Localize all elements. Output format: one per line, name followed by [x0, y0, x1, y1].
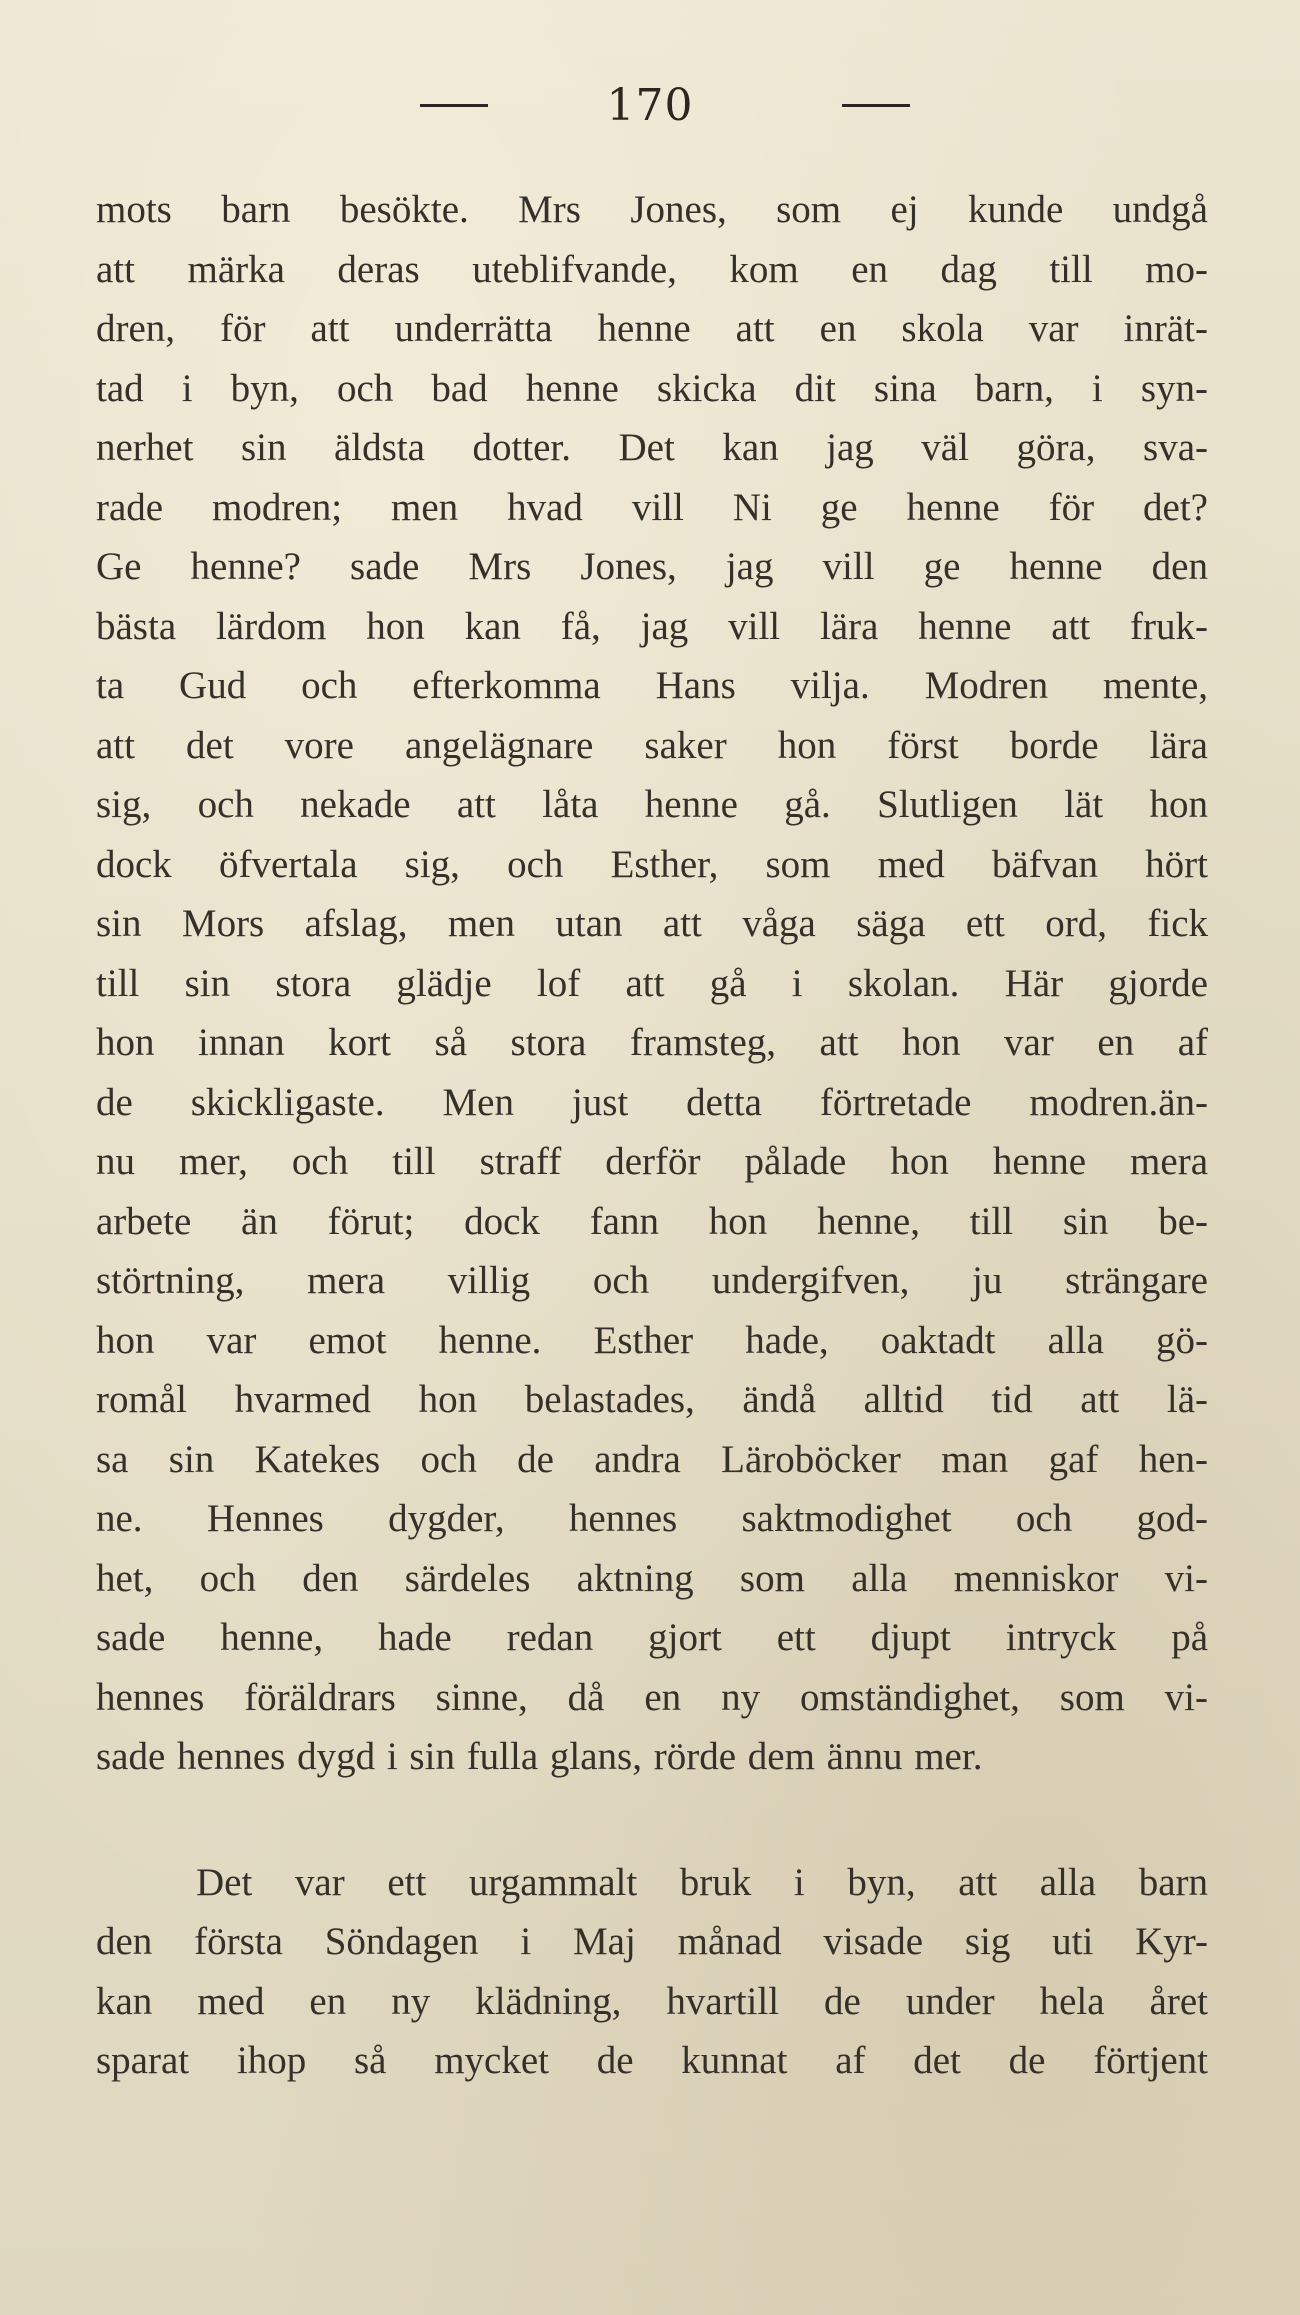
text-line: hon innan kort så stora framsteg, att hon var en af — [96, 1021, 1208, 1064]
text-line: bästa lärdom hon kan få, jag vill lära henne att fruk- — [96, 604, 1208, 648]
text-line: den första Söndagen i Maj månad visade sig uti Kyr- — [96, 1920, 1208, 1963]
paragraph-2 — [96, 1853, 1208, 2091]
text-line: mots barn besökte. Mrs Jones, som ej kunde undgå — [96, 188, 1208, 231]
text-line: ta Gud och efterkomma Hans vilja. Modren mente, — [96, 664, 1208, 707]
text-line: het, och den särdeles aktning som alla menniskor vi- — [96, 1556, 1208, 1600]
text-line: ne. Hennes dygder, hennes saktmodighet och god- — [96, 1497, 1208, 1540]
text-line: till sin stora glädje lof att gå i skolan. Här gjorde — [96, 961, 1208, 1005]
text-line: sa sin Katekes och de andra Läroböcker man gaf hen- — [96, 1437, 1208, 1481]
text-line: Det var ett urgammalt bruk i byn, att alla barn — [196, 1860, 1208, 1904]
header-dash-right — [842, 104, 910, 107]
text-line: kan med en ny klädning, hvartill de under hela året — [96, 1979, 1208, 2023]
text-line: sade henne, hade redan gjort ett djupt intryck på — [96, 1616, 1208, 1659]
text-line: dock öfvertala sig, och Esther, som med bäfvan hört — [96, 842, 1208, 886]
text-line: störtning, mera villig och undergifven, ju strängare — [96, 1259, 1208, 1302]
text-line: nu mer, och till straff derför pålade hon henne mera — [96, 1140, 1208, 1183]
text-line: tad i byn, och bad henne skicka dit sina barn, i syn- — [96, 366, 1208, 410]
text-line: sade hennes dygd i sin fulla glans, rörde dem ännu mer. — [96, 1735, 983, 1778]
text-line: romål hvarmed hon belastades, ändå alltid tid att lä- — [96, 1378, 1208, 1421]
text-line: hennes föräldrars sinne, då en ny omständighet, som vi- — [96, 1675, 1208, 1719]
text-line: hon var emot henne. Esther hade, oaktadt alla gö- — [96, 1318, 1208, 1362]
page-number: 170 — [606, 80, 694, 131]
body-text — [96, 180, 1208, 2091]
text-line: rade modren; men hvad vill Ni ge henne för det? — [96, 485, 1208, 529]
header-dash-left — [420, 104, 488, 107]
text-line: Ge henne? sade Mrs Jones, jag vill ge henne den — [96, 545, 1208, 588]
text-line: dren, för att underrätta henne att en skola var inrät- — [96, 307, 1208, 350]
text-line: att det vore angelägnare saker hon först borde lära — [96, 723, 1208, 767]
text-line: att märka deras uteblifvande, kom en dag till mo- — [96, 247, 1208, 291]
text-line: arbete än förut; dock fann hon henne, till sin be- — [96, 1199, 1208, 1243]
paragraph-1 — [96, 180, 1208, 1787]
paragraph-gap — [96, 1787, 1208, 1853]
text-line: sig, och nekade att låta henne gå. Slutligen lät hon — [96, 783, 1208, 826]
text-line: sparat ihop så mycket de kunnat af det de förtjent — [96, 2039, 1208, 2082]
text-line: de skickligaste. Men just detta förtretade modren.än- — [96, 1080, 1208, 1124]
text-line: sin Mors afslag, men utan att våga säga ett ord, fick — [96, 902, 1208, 945]
text-line: nerhet sin äldsta dotter. Det kan jag väl göra, sva- — [96, 426, 1208, 469]
page-header — [0, 78, 1300, 138]
